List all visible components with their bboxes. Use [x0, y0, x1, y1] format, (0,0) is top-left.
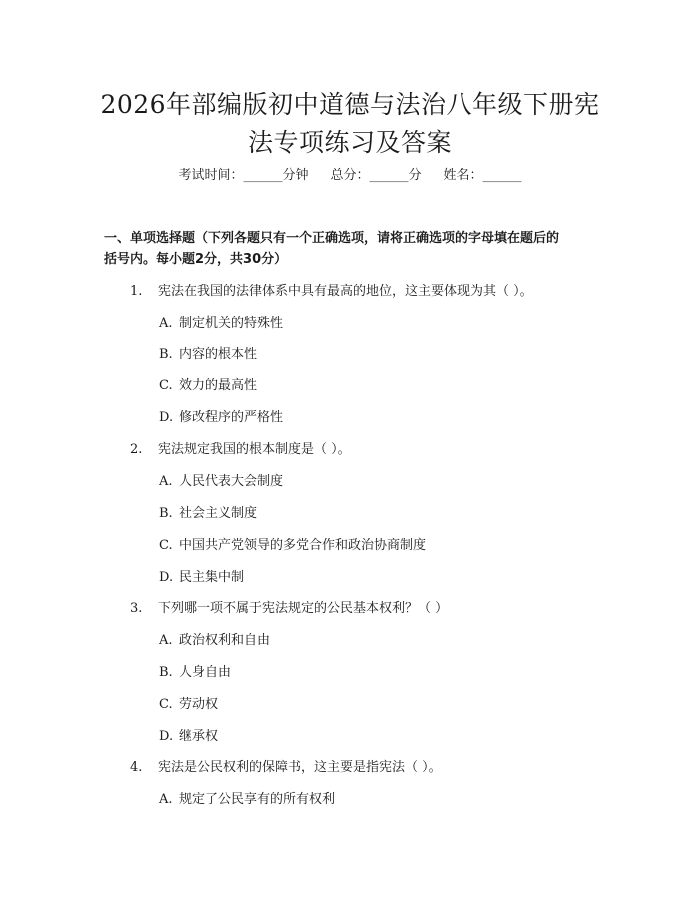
option-text: 效力的最高性 — [179, 378, 258, 393]
option-letter: A. — [159, 474, 173, 489]
student-name-blank: ______ — [482, 168, 522, 183]
q3-option-b — [159, 663, 231, 683]
q1-option-b — [159, 345, 257, 365]
exam-info-row — [0, 166, 700, 186]
option-text: 人民代表大会制度 — [179, 474, 284, 489]
question-text: 宪法是公民权利的保障书，这主要是指宪法（ ）。 — [158, 760, 442, 775]
q2-option-a — [159, 472, 283, 492]
section-heading-line-2: 括号内。每小题2分，共30分） — [104, 252, 288, 267]
total-score-label: 总分： — [330, 168, 370, 183]
option-letter: C. — [159, 538, 173, 553]
option-letter: A. — [159, 316, 173, 331]
total-score-blank: ______ — [369, 168, 409, 183]
q3-option-d — [159, 727, 218, 747]
question-number: 2. — [130, 442, 143, 457]
total-score-unit: 分 — [408, 168, 422, 183]
option-text: 人身自由 — [179, 665, 232, 680]
section-heading-line-1: 一、单项选择题（下列各题只有一个正确选项，请将正确选项的字母填在题后的 — [104, 231, 560, 246]
option-letter: A. — [159, 633, 173, 648]
question-text: 宪法在我国的法律体系中具有最高的地位，这主要体现为其（ ）。 — [158, 284, 533, 299]
question-number: 4. — [130, 760, 143, 775]
option-text: 内容的根本性 — [179, 347, 258, 362]
q3-option-a — [159, 631, 270, 651]
option-letter: A. — [159, 792, 173, 807]
document-title-line-1: 2026年部编版初中道德与法治八年级下册宪 — [100, 90, 600, 119]
question-3 — [130, 599, 448, 619]
option-letter: D. — [159, 410, 174, 425]
option-letter: B. — [159, 506, 173, 521]
option-text: 修改程序的严格性 — [179, 410, 284, 425]
q1-option-c — [159, 376, 257, 396]
q4-option-a — [159, 790, 335, 810]
option-text: 制定机关的特殊性 — [179, 316, 284, 331]
question-1 — [130, 282, 533, 302]
option-text: 劳动权 — [179, 697, 219, 712]
option-letter: B. — [159, 347, 173, 362]
option-text: 民主集中制 — [179, 570, 245, 585]
document-title-line-2: 法专项练习及答案 — [247, 128, 452, 157]
question-text: 宪法规定我国的根本制度是（ ）。 — [158, 442, 351, 457]
option-text: 政治权利和自由 — [179, 633, 271, 648]
option-text: 社会主义制度 — [179, 506, 258, 521]
question-4 — [130, 758, 442, 778]
option-letter: C. — [159, 378, 173, 393]
option-text: 中国共产党领导的多党合作和政治协商制度 — [179, 538, 427, 553]
question-number: 1. — [130, 284, 143, 299]
q2-option-b — [159, 504, 257, 524]
option-letter: C. — [159, 697, 173, 712]
exam-time-blank: ______ — [243, 168, 283, 183]
question-2 — [130, 440, 351, 460]
option-text: 规定了公民享有的所有权利 — [179, 792, 336, 807]
q3-option-c — [159, 695, 218, 715]
q2-option-d — [159, 568, 244, 588]
question-number: 3. — [130, 601, 143, 616]
option-letter: D. — [159, 729, 174, 744]
option-letter: D. — [159, 570, 174, 585]
student-name-label: 姓名： — [443, 168, 483, 183]
q1-option-a — [159, 314, 283, 334]
option-text: 继承权 — [179, 729, 219, 744]
option-letter: B. — [159, 665, 173, 680]
q2-option-c — [159, 536, 426, 556]
exam-time-unit: 分钟 — [282, 168, 309, 183]
q1-option-d — [159, 408, 283, 428]
exam-time-label: 考试时间： — [178, 168, 244, 183]
question-text: 下列哪一项不属于宪法规定的公民基本权利？（ ） — [158, 601, 449, 616]
